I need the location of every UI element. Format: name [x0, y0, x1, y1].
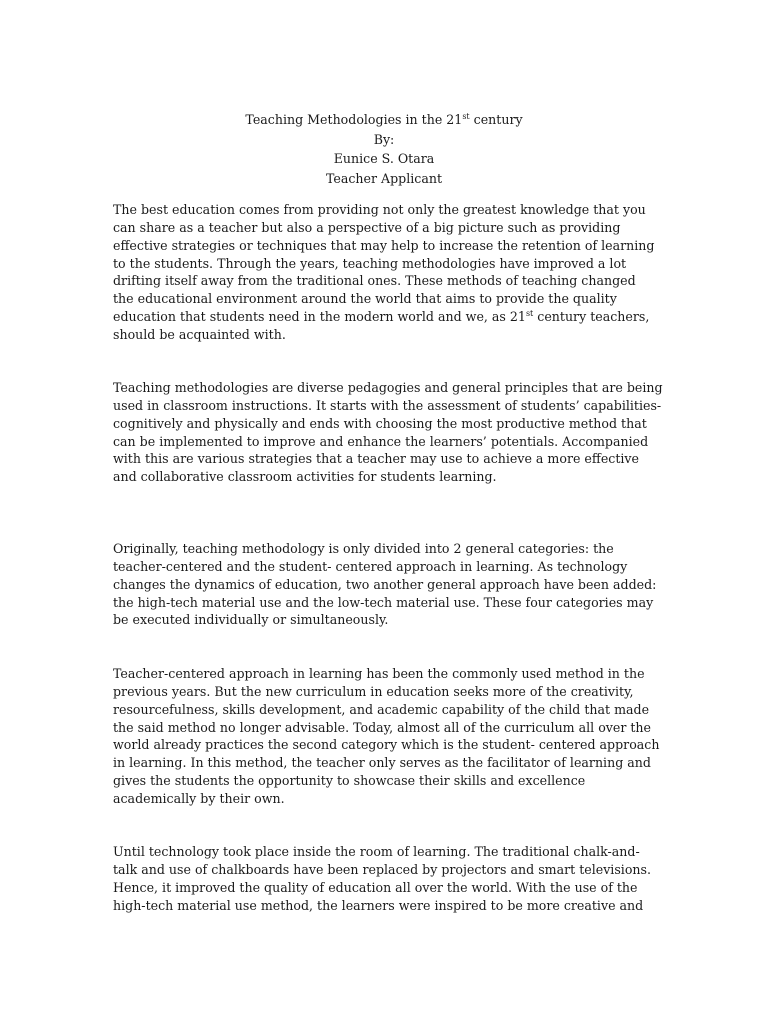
text-segment: century teachers,: [533, 309, 650, 325]
text-line: The best education comes from providing not only the greatest knowledge that you: [113, 202, 646, 217]
title-text-end: century: [469, 112, 523, 127]
text-line: be executed individually or simultaneously.: [113, 612, 389, 628]
paragraph-intro: [113, 201, 668, 344]
text-line: cognitively and physically and ends with choosing the most productive method that: [113, 415, 647, 431]
text-line: can share as a teacher but also a perspective of a big picture such as providing: [113, 219, 621, 235]
text-line: Teacher-centered approach in learning has been the commonly used method in the: [113, 666, 645, 681]
text-line: should be acquainted with.: [113, 326, 286, 342]
text-line: talk and use of chalkboards have been replaced by projectors and smart televisions.: [113, 861, 651, 877]
text-line: changes the dynamics of education, two another general approach have been added:: [113, 576, 657, 592]
text-line: in learning. In this method, the teacher only serves as the facilitator of learning and: [113, 755, 651, 771]
text-line: can be implemented to improve and enhance the learners’ potentials. Accompanied: [113, 433, 649, 449]
document-title: [0, 110, 768, 130]
text-line: gives the students the opportunity to showcase their skills and excellence: [113, 773, 586, 789]
text-line: Until technology took place inside the room of learning. The traditional chalk-and-: [113, 844, 640, 859]
title-text: Teaching Methodologies in the 21: [245, 112, 463, 127]
author-name: Eunice S. Otara: [333, 151, 435, 166]
text-line: and collaborative classroom activities for students learning.: [113, 469, 497, 485]
text-line: academically by their own.: [113, 790, 285, 806]
byline-label: By:: [373, 131, 395, 147]
text-line: [113, 308, 668, 326]
text-line: the high-tech material use and the low-tech material use. These four categories may: [113, 594, 654, 610]
paragraph-technology: [113, 843, 668, 914]
text-line: Hence, it improved the quality of education all over the world. With the use of the: [113, 879, 638, 895]
text-line: Teaching methodologies are diverse pedagogies and general principles that are being: [113, 380, 663, 395]
text-line: teacher-centered and the student- centered approach in learning. As technology: [113, 558, 628, 574]
text-line: used in classroom instructions. It starts with the assessment of students’ capabilities-: [113, 397, 662, 413]
document-header: [0, 110, 768, 188]
text-line: world already practices the second category which is the student- centered approach: [113, 737, 660, 753]
text-line: high-tech material use method, the learners were inspired to be more creative and: [113, 897, 644, 913]
paragraph-teacher-centered: [113, 665, 668, 808]
text-line: Originally, teaching methodology is only divided into 2 general categories: the: [113, 541, 614, 556]
text-line: with this are various strategies that a teacher may use to achieve a more effective: [113, 451, 639, 467]
text-segment: education that students need in the modern world and we, as 21: [113, 309, 526, 325]
paragraph-categories: [113, 540, 668, 629]
text-line: to the students. Through the years, teaching methodologies have improved a lot: [113, 255, 627, 271]
text-line: the educational environment around the world that aims to provide the quality: [113, 291, 617, 307]
title-superscript: st: [462, 111, 470, 121]
text-line: drifting itself away from the traditional ones. These methods of teaching changed: [113, 273, 636, 289]
text-line: effective strategies or techniques that may help to increase the retention of learning: [113, 237, 655, 253]
text-line: previous years. But the new curriculum in education seeks more of the creativity,: [113, 683, 634, 699]
author-role: Teacher Applicant: [325, 170, 443, 186]
text-line: the said method no longer advisable. Today, almost all of the curriculum all over the: [113, 719, 651, 735]
text-superscript: st: [525, 308, 534, 318]
text-line: resourcefulness, skills development, and academic capability of the child that made: [113, 701, 650, 717]
paragraph-definition: [113, 379, 668, 486]
